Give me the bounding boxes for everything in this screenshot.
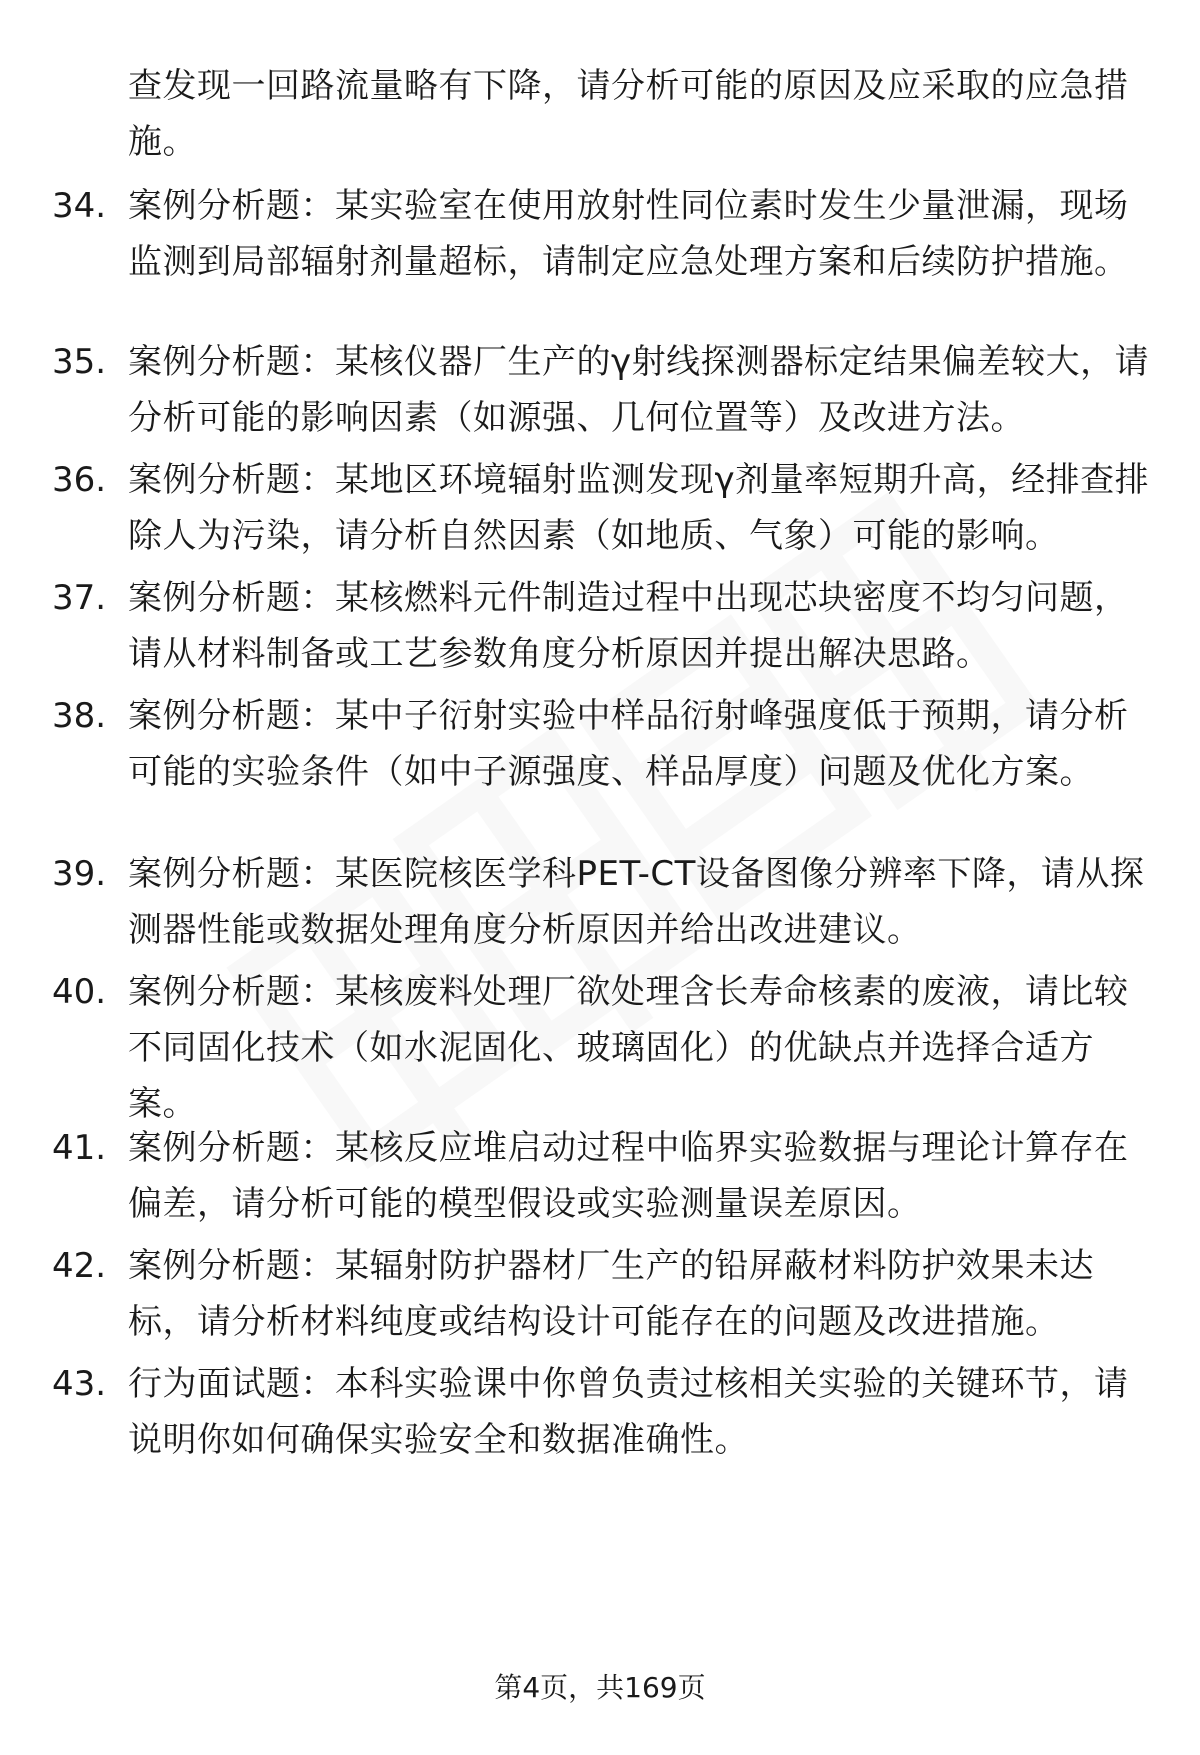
question-number: 41. xyxy=(52,1128,107,1168)
question-text: 行为面试题：本科实验课中你曾负责过核相关实验的关键环节，请说明你如何确保实验安全和数据准确性。 xyxy=(128,1364,1129,1460)
question-number: 34. xyxy=(52,186,107,226)
question-number: 35. xyxy=(52,342,107,382)
question-number: 43. xyxy=(52,1364,107,1404)
question-number: 40. xyxy=(52,972,107,1012)
question-number: 39. xyxy=(52,854,107,894)
question-text: 案例分析题：某中子衍射实验中样品衍射峰强度低于预期，请分析可能的实验条件（如中子源强度、样品厚度）问题及优化方案。 xyxy=(128,696,1129,792)
question-text: 案例分析题：某实验室在使用放射性同位素时发生少量泄漏，现场监测到局部辐射剂量超标，请制定应急处理方案和后续防护措施。 xyxy=(128,186,1129,282)
question-text: 案例分析题：某地区环境辐射监测发现γ剂量率短期升高，经排查排除人为污染，请分析自然因素（如地质、气象）可能的影响。 xyxy=(128,460,1150,556)
question-number: 42. xyxy=(52,1246,107,1286)
question-text: 案例分析题：某核燃料元件制造过程中出现芯块密度不均匀问题，请从材料制备或工艺参数角度分析原因并提出解决思路。 xyxy=(128,578,1129,674)
page-footer: 第4页，共169页 xyxy=(494,1671,706,1704)
question-number: 38. xyxy=(52,696,107,736)
question-text: 案例分析题：某辐射防护器材厂生产的铅屏蔽材料防护效果未达标，请分析材料纯度或结构设计可能存在的问题及改进措施。 xyxy=(128,1246,1094,1342)
question-text: 案例分析题：某核反应堆启动过程中临界实验数据与理论计算存在偏差，请分析可能的模型假设或实验测量误差原因。 xyxy=(128,1128,1129,1224)
question-text: 案例分析题：某核仪器厂生产的γ射线探测器标定结果偏差较大，请分析可能的影响因素（如源强、几何位置等）及改进方法。 xyxy=(128,342,1150,438)
question-number: 37. xyxy=(52,578,107,618)
question-number: 36. xyxy=(52,460,107,500)
question-text: 案例分析题：某医院核医学科PET-CT设备图像分辨率下降，请从探测器性能或数据处理角度分析原因并给出改进建议。 xyxy=(128,854,1145,950)
continuation-text: 查发现一回路流量略有下降，请分析可能的原因及应采取的应急措施。 xyxy=(128,66,1129,162)
question-text: 案例分析题：某核废料处理厂欲处理含长寿命核素的废液，请比较不同固化技术（如水泥固化、玻璃固化）的优缺点并选择合适方案。 xyxy=(128,972,1129,1124)
